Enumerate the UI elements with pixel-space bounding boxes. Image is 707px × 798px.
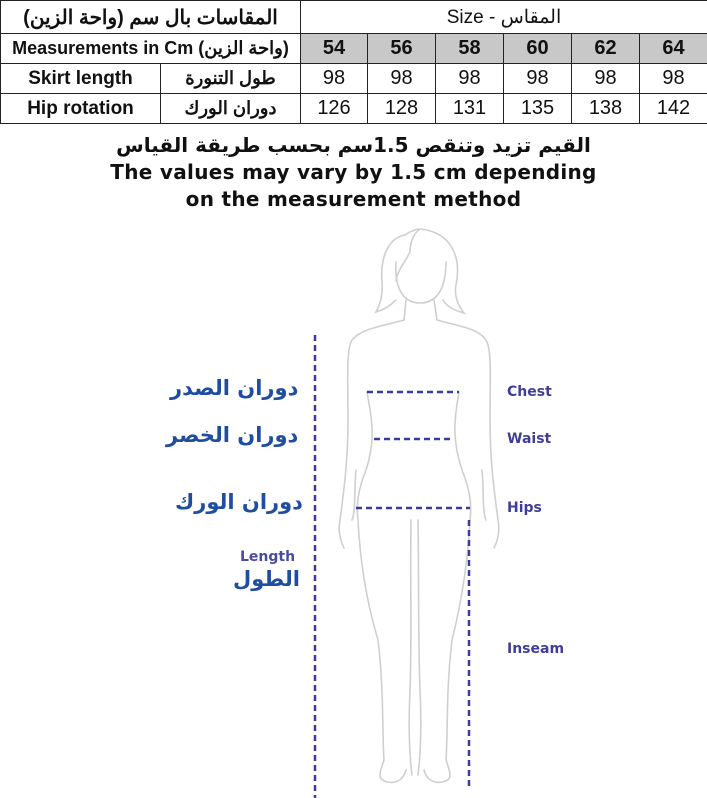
table-cell: 126 xyxy=(301,94,368,124)
label-hips-arabic: دوران الورك xyxy=(175,490,303,514)
label-length-arabic: الطول xyxy=(233,567,300,591)
table-cell: 98 xyxy=(436,64,504,94)
body-outline-icon xyxy=(339,229,499,782)
label-inseam: Inseam xyxy=(507,641,565,657)
label-chest: Chest xyxy=(507,384,552,400)
table-title-arabic: المقاسات بال سم (واحة الزين) xyxy=(1,1,301,34)
table-row-hip-rotation xyxy=(1,94,707,124)
table-cell: 98 xyxy=(368,64,436,94)
table-cell: 131 xyxy=(436,94,504,124)
size-header-56: 56 xyxy=(368,34,436,64)
table-row-skirt-length xyxy=(1,64,707,94)
label-waist: Waist xyxy=(507,431,552,447)
table-cell: 142 xyxy=(640,94,707,124)
size-header-58: 58 xyxy=(436,34,504,64)
row-label-ar: دوران الورك xyxy=(161,94,301,124)
size-chart-table xyxy=(0,0,707,124)
label-hips: Hips xyxy=(507,500,542,516)
size-header-64: 64 xyxy=(640,34,707,64)
body-measurement-figure xyxy=(0,215,707,798)
row-label-en: Hip rotation xyxy=(1,94,161,124)
tolerance-note-english-line2: on the measurement method xyxy=(185,187,522,211)
row-label-en: Skirt length xyxy=(1,64,161,94)
row-label-ar: طول التنورة xyxy=(161,64,301,94)
label-length-english: Length xyxy=(240,549,296,565)
table-cell: 98 xyxy=(301,64,368,94)
measurements-label: Measurements in Cm (واحة الزين) xyxy=(1,34,301,64)
label-waist-arabic: دوران الخصر xyxy=(166,423,299,447)
table-cell: 98 xyxy=(572,64,640,94)
table-cell: 128 xyxy=(368,94,436,124)
label-chest-arabic: دوران الصدر xyxy=(170,376,299,400)
tolerance-note-english-line1: The values may vary by 1.5 cm depending xyxy=(110,160,597,184)
size-header-62: 62 xyxy=(572,34,640,64)
size-header-60: 60 xyxy=(504,34,572,64)
table-cell: 138 xyxy=(572,94,640,124)
size-header-54: 54 xyxy=(301,34,368,64)
tolerance-note-arabic: القيم تزيد وتنقص 1.5سم بحسب طريقة القياس xyxy=(116,133,591,157)
size-column-title: المقاس - Size xyxy=(301,1,707,34)
table-cell: 98 xyxy=(640,64,707,94)
table-cell: 135 xyxy=(504,94,572,124)
table-cell: 98 xyxy=(504,64,572,94)
